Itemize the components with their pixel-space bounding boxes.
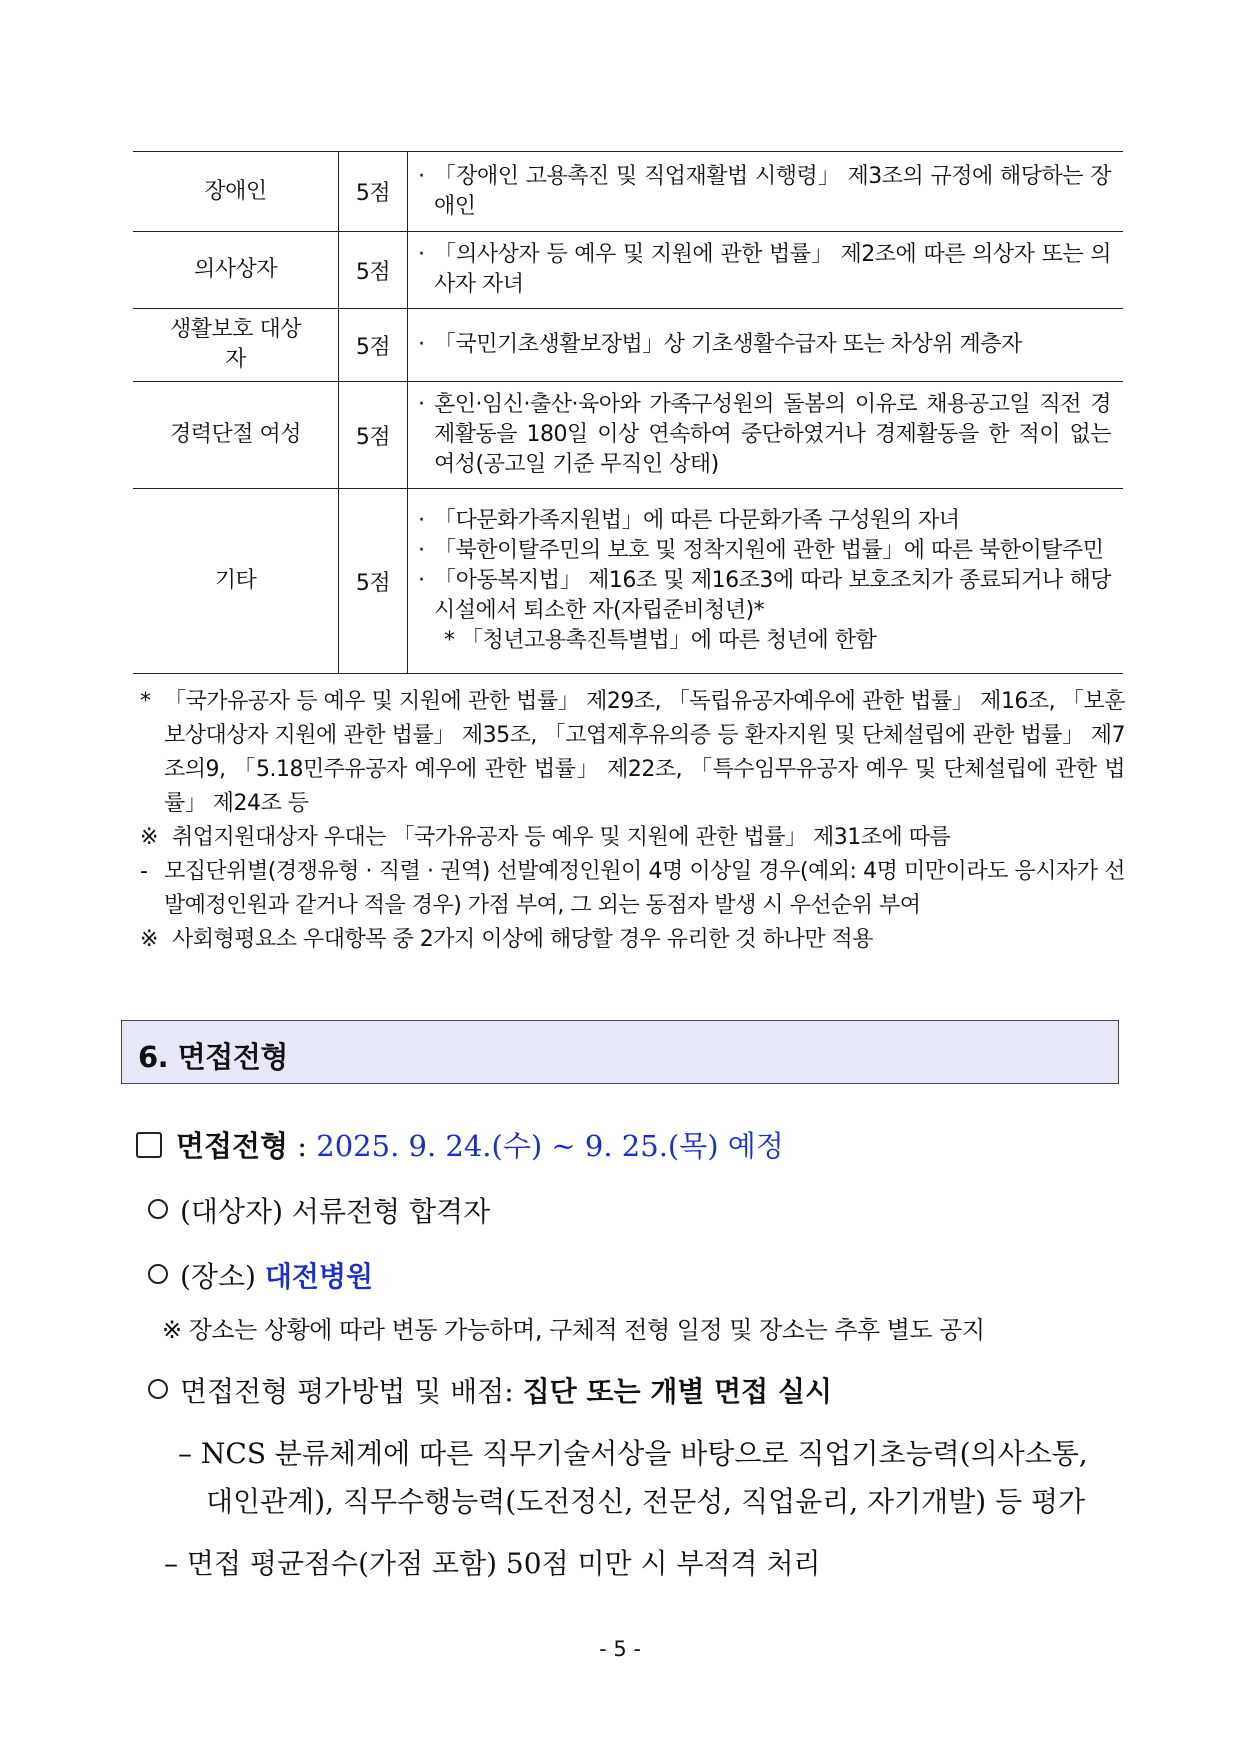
dash-mark: - (140, 859, 148, 884)
target-label: (대상자) (180, 1195, 283, 1228)
points-cell: 5점 (339, 152, 408, 232)
table-row (133, 309, 1123, 382)
place-value: 대전병원 (264, 1260, 374, 1293)
description-text: 「아동복지법」 제16조 및 제16조3에 따라 보호조치가 종료되거나 해당 시설에서 퇴소한 자(자립준비청년)* (434, 568, 1111, 623)
description-text: 「의사상자 등 예우 및 지원에 관한 법률」 제2조에 따른 의상자 또는 의사자 자녀 (434, 242, 1111, 297)
interview-date: 2025. 9. 24.(수) ~ 9. 25.(목) 예정 (316, 1129, 784, 1163)
description-text: 「국민기초생활보장법」상 기초생활수급자 또는 차상위 계층자 (434, 332, 1022, 357)
table-row (133, 489, 1123, 674)
table-row (133, 232, 1123, 309)
points-cell: 5점 (339, 309, 408, 382)
detail-text-continued: 대인관계), 직무수행능력(도전정신, 전문성, 직업윤리, 자기개발) 등 평가 (206, 1485, 1086, 1518)
note-text: 「국가유공자 등 예우 및 지원에 관한 법률」 제29조, 「독립유공자예우에 관한 법률」 제16조, 「보훈보상대상자 지원에 관한 법률」 제35조, 「고엽제후유의증 등 환자지원 및 단체설립에 관한 법률」 제7조의9, 「5.18민주유공자 예우에 관한 법률」 제22조, 「특수임무유공자 예우 및 단체설립에 관한 법률」 제24조 등 (164, 689, 1125, 816)
detail-text: NCS 분류체계에 따른 직무기술서상을 바탕으로 직업기초능력(의사소통, (200, 1437, 1088, 1470)
description-cell (408, 152, 1124, 232)
note-row (140, 855, 1125, 923)
method-label: 면접전형 평가방법 및 배점: (180, 1375, 514, 1408)
notes-block (140, 685, 1125, 957)
note-text: 취업지원대상자 우대는 「국가유공자 등 예우 및 지원에 관한 법률」 제31조에 따름 (172, 825, 951, 850)
note-row (140, 923, 1125, 957)
square-bullet-icon (136, 1132, 162, 1158)
place-note: ※ 장소는 상황에 따라 변동 가능하며, 구체적 전형 일정 및 장소는 추후 별도 공지 (162, 1316, 985, 1344)
bullet-mark: · (418, 163, 425, 189)
note-row (140, 821, 1125, 855)
table-row (133, 152, 1123, 232)
asterisk-mark: * (140, 689, 151, 714)
bullet-mark: · (418, 538, 425, 563)
note-text: 사회형평요소 우대항목 중 2가지 이상에 해당할 경우 유리한 것 하나만 적용 (172, 927, 873, 952)
detail-line (178, 1432, 1088, 1472)
interview-schedule-line (136, 1124, 784, 1165)
place-line (148, 1255, 373, 1295)
bullet-mark: · (418, 392, 425, 417)
place-label: (장소) (180, 1260, 256, 1293)
category-cell: 장애인 (133, 152, 339, 232)
description-text: 「다문화가족지원법」에 따른 다문화가족 구성원의 자녀 (434, 508, 960, 533)
circle-bullet-icon (148, 1199, 168, 1219)
description-text: 혼인·임신·출산·육아와 가족구성원의 돌봄의 이유로 채용공고일 직전 경제활동을 180일 이상 연속하여 중단하였거나 경제활동을 한 적이 없는 여성(공고일 기준 무직인 상태) (434, 392, 1111, 477)
page-number: - 5 - (599, 1637, 641, 1661)
note-row (140, 685, 1125, 821)
description-cell (408, 232, 1124, 309)
reference-mark: ※ (140, 825, 158, 850)
description-cell (408, 489, 1124, 674)
points-cell: 5점 (339, 232, 408, 309)
colon: : (288, 1129, 317, 1163)
target-line (148, 1190, 490, 1230)
reference-mark: ※ (140, 927, 158, 952)
interview-label: 면접전형 (176, 1129, 289, 1163)
points-cell: 5점 (339, 489, 408, 674)
circle-bullet-icon (148, 1379, 168, 1399)
category-cell: 의사상자 (133, 232, 339, 309)
section-header (121, 1020, 1119, 1084)
category-cell: 기타 (133, 489, 339, 674)
bullet-mark: · (418, 332, 425, 357)
bullet-mark: · (418, 508, 425, 533)
table-row (133, 382, 1123, 489)
preference-table (133, 151, 1123, 674)
category-cell: 경력단절 여성 (133, 382, 339, 489)
note-text: 모집단위별(경쟁유형 · 직렬 · 권역) 선발예정인원이 4명 이상일 경우(예외: 4명 미만이라도 응시자가 선발예정인원과 같거나 적을 경우) 가점 부여, 그 외는 동점자 발생 시 우선순위 부여 (164, 859, 1125, 918)
description-text: 「장애인 고용촉진 및 직업재활법 시행령」 제3조의 규정에 해당하는 장애인 (434, 163, 1111, 219)
method-line (148, 1370, 832, 1410)
bullet-mark: · (418, 242, 425, 267)
section-title: 6. 면접전형 (138, 1040, 288, 1074)
detail-text: 면접 평균점수(가점 포함) 50점 미만 시 부적격 처리 (186, 1547, 821, 1580)
description-cell (408, 309, 1124, 382)
bullet-mark: · (418, 568, 425, 593)
circle-bullet-icon (148, 1264, 168, 1284)
description-text: 「북한이탈주민의 보호 및 정착지원에 관한 법률」에 따른 북한이탈주민 (434, 538, 1104, 563)
category-cell: 생활보호 대상자 (133, 309, 339, 382)
detail-line (164, 1542, 821, 1582)
dash-mark: – (164, 1547, 178, 1580)
method-value: 집단 또는 개별 면접 실시 (522, 1375, 833, 1408)
footnote-text: * 「청년고용촉진특별법」에 따른 청년에 한함 (444, 628, 877, 653)
points-cell: 5점 (339, 382, 408, 489)
description-cell (408, 382, 1124, 489)
dash-mark: – (178, 1437, 192, 1470)
target-value: 서류전형 합격자 (291, 1195, 491, 1228)
